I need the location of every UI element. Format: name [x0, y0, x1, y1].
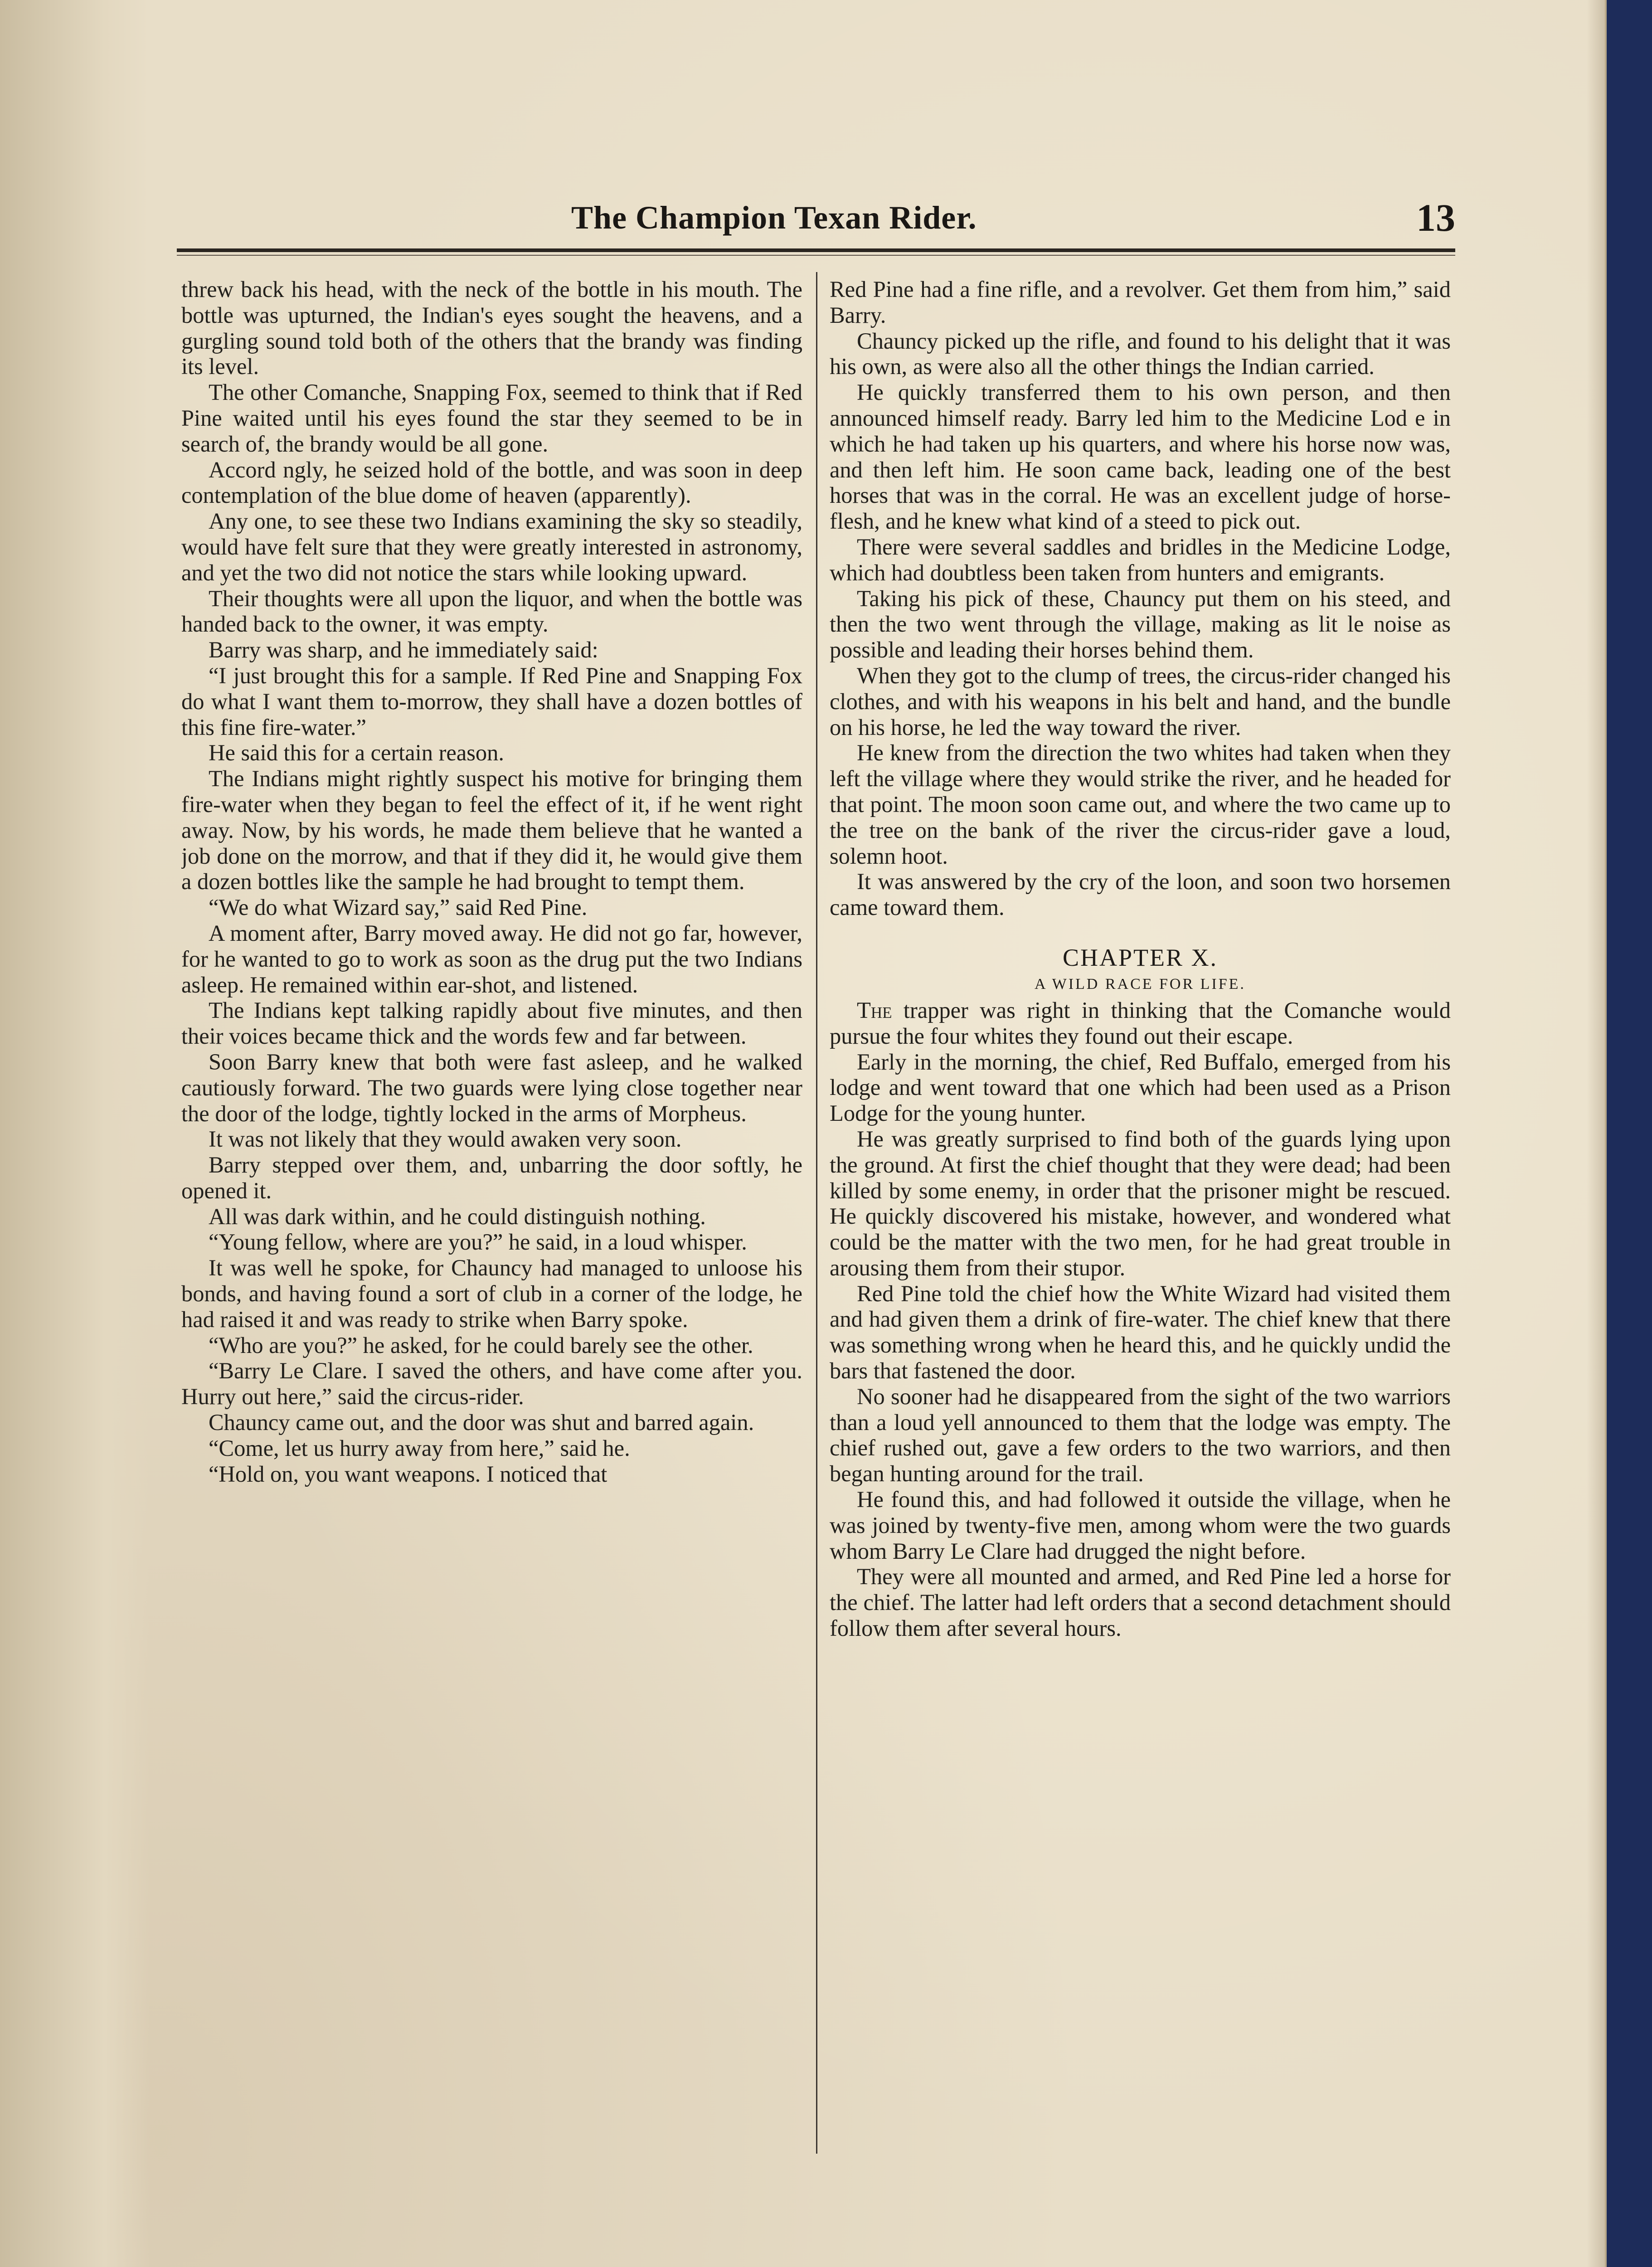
- chapter-subtitle: A WILD RACE FOR LIFE.: [1035, 975, 1246, 992]
- paragraph: A moment after, Barry moved away. He did not go far, however, for he wanted to go to work as soon as the drug put the two Indians asleep. He remained within ear-shot, and listened.: [181, 920, 802, 997]
- paragraph: He was greatly surprised to find both of the guards lying upon the ground. At first the chief thought that they were dead; had been killed by some enemy, in order that the prisoner might be rescued. He quickly discovered his mistake, however, and wondered what could be the matter with the two men, for he had great trouble in arousing them from their stupor.: [830, 1126, 1451, 1280]
- header-rule-thin: [177, 255, 1455, 256]
- paragraph: It was answered by the cry of the loon, and soon two horsemen came toward them.: [830, 869, 1451, 920]
- paragraph: “Young fellow, where are you?” he said, in a loud whisper.: [209, 1229, 747, 1255]
- paragraph: The Indians kept talking rapidly about five minutes, and then their voices became thick and the words few and far between.: [181, 997, 802, 1049]
- paragraph: He found this, and had followed it outside the village, when he was joined by twenty-five men, among whom were the two guards whom Barry Le Clare had drugged the night before.: [830, 1487, 1451, 1564]
- paragraph: “Who are you?” he asked, for he could barely see the other.: [209, 1332, 753, 1358]
- paragraph: There were several saddles and bridles in the Medicine Lodge, which had doubtless been taken from hunters and emigrants.: [830, 534, 1451, 585]
- paragraph: When they got to the clump of trees, the circus-rider changed his clothes, and with his weapons in his belt and hand, and the bundle on his horse, he led the way toward the river.: [830, 662, 1451, 740]
- paragraph: Red Pine had a fine rifle, and a revolver. Get them from him,” said Barry.: [830, 277, 1451, 328]
- paragraph: He said this for a certain reason.: [209, 740, 505, 766]
- paragraph: No sooner had he disappeared from the sight of the two warriors than a loud yell announced to them that the lodge was empty. The chief rushed out, gave a few orders to the two warriors, and then began hunting around for the trail.: [830, 1383, 1451, 1487]
- paragraph: Barry stepped over them, and, unbarring the door softly, he opened it.: [181, 1152, 802, 1203]
- chapter-title: CHAPTER X.: [1062, 944, 1218, 971]
- paragraph: The other Comanche, Snapping Fox, seemed to think that if Red Pine waited until his eyes found the star they seemed to be in search of, the brandy would be all gone.: [181, 379, 802, 457]
- page-header: [181, 190, 1455, 245]
- chapter-lead-word: The: [857, 997, 892, 1023]
- right-column: [830, 277, 1451, 2172]
- paragraph: Red Pine told the chief how the White Wizard had visited them and had given them a drink of fire-water. The chief knew that there was something wrong when he heard this, and he quickly undid the bars that fastened the door.: [830, 1280, 1451, 1384]
- paragraph: “Come, let us hurry away from here,” said he.: [209, 1435, 630, 1461]
- paragraph: Taking his pick of these, Chauncy put them on his steed, and then the two went through the village, making as lit le noise as possible and leading their horses behind them.: [830, 585, 1451, 663]
- left-column: [181, 277, 802, 2172]
- paragraph: “We do what Wizard say,” said Red Pine.: [209, 895, 588, 920]
- paragraph: “Barry Le Clare. I saved the others, and have come after you. Hurry out here,” said the circus-rider.: [181, 1358, 802, 1410]
- paragraph: “I just brought this for a sample. If Red Pine and Snapping Fox do what I want them to-morrow, they shall have a dozen bottles of this fine fire-water.”: [181, 662, 802, 740]
- paragraph: He quickly transferred them to his own person, and then announced himself ready. Barry led him to the Medicine Lod e in which he had taken up his quarters, and where his horse now was, and then left him. He soon came back, leading one of the best horses that was in the corral. He was an excellent judge of horse-flesh, and he knew what kind of a steed to pick out.: [830, 379, 1451, 534]
- paragraph: Barry was sharp, and he immediately said:: [209, 637, 598, 663]
- paragraph: They were all mounted and armed, and Red Pine led a horse for the chief. The latter had left orders that a second detachment should follow them after several hours.: [830, 1564, 1451, 1641]
- paragraph: threw back his head, with the neck of the bottle in his mouth. The bottle was upturned, the Indian's eyes sought the heavens, and a gurgling sound told both of the others that the brandy was finding its level.: [181, 277, 802, 379]
- paragraph: It was not likely that they would awaken very soon.: [209, 1126, 682, 1152]
- paragraph: He knew from the direction the two whites had taken when they left the village where they would strike the river, and he headed for that point. The moon soon came out, and where the two came up to the tree on the bank of the river the circus-rider gave a loud, solemn hoot.: [830, 740, 1451, 869]
- page-gutter-shadow: [0, 0, 150, 2267]
- paragraph: Accord ngly, he seized hold of the bottle, and was soon in deep contemplation of the blue dome of heaven (apparently).: [181, 457, 802, 508]
- chapter-first-text: trapper was right in thinking that the Comanche would pursue the four whites they found out their escape.: [830, 997, 1451, 1049]
- paragraph: The Indians might rightly suspect his motive for bringing them fire-water when they began to feel the effect of it, if he went right away. Now, by his words, he made them believe that he wanted a job done on the morrow, and that if they did it, he would give them a dozen bottles like the sample he had brought to tempt them.: [181, 766, 802, 895]
- running-title: The Champion Texan Rider.: [571, 199, 977, 236]
- page-number: 13: [1416, 196, 1455, 239]
- column-divider: [816, 272, 817, 2154]
- paragraph: Soon Barry knew that both were fast asleep, and he walked cautiously forward. The two guards were lying close together near the door of the lodge, tightly locked in the arms of Morpheus.: [181, 1049, 802, 1126]
- paragraph: “Hold on, you want weapons. I noticed that: [209, 1461, 607, 1487]
- paragraph: Chauncy came out, and the door was shut and barred again.: [209, 1410, 754, 1435]
- paragraph: It was well he spoke, for Chauncy had managed to unloose his bonds, and having found a sort of club in a corner of the lodge, he had raised it and was ready to strike when Barry spoke.: [181, 1255, 802, 1332]
- paragraph: All was dark within, and he could distinguish nothing.: [209, 1203, 706, 1229]
- paragraph: Chauncy picked up the rifle, and found to his delight that it was his own, as were also all the other things the Indian carried.: [830, 328, 1451, 379]
- paragraph: Any one, to see these two Indians examining the sky so steadily, would have felt sure that they were greatly interested in astronomy, and yet the two did not notice the stars while looking upward.: [181, 508, 802, 585]
- chapter-first-paragraph: [830, 997, 1451, 1049]
- paragraph: Early in the morning, the chief, Red Buffalo, emerged from his lodge and went toward that one which had been used as a Prison Lodge for the young hunter.: [830, 1049, 1451, 1126]
- header-rule: [177, 248, 1455, 252]
- paragraph: Their thoughts were all upon the liquor, and when the bottle was handed back to the owner, it was empty.: [181, 585, 802, 637]
